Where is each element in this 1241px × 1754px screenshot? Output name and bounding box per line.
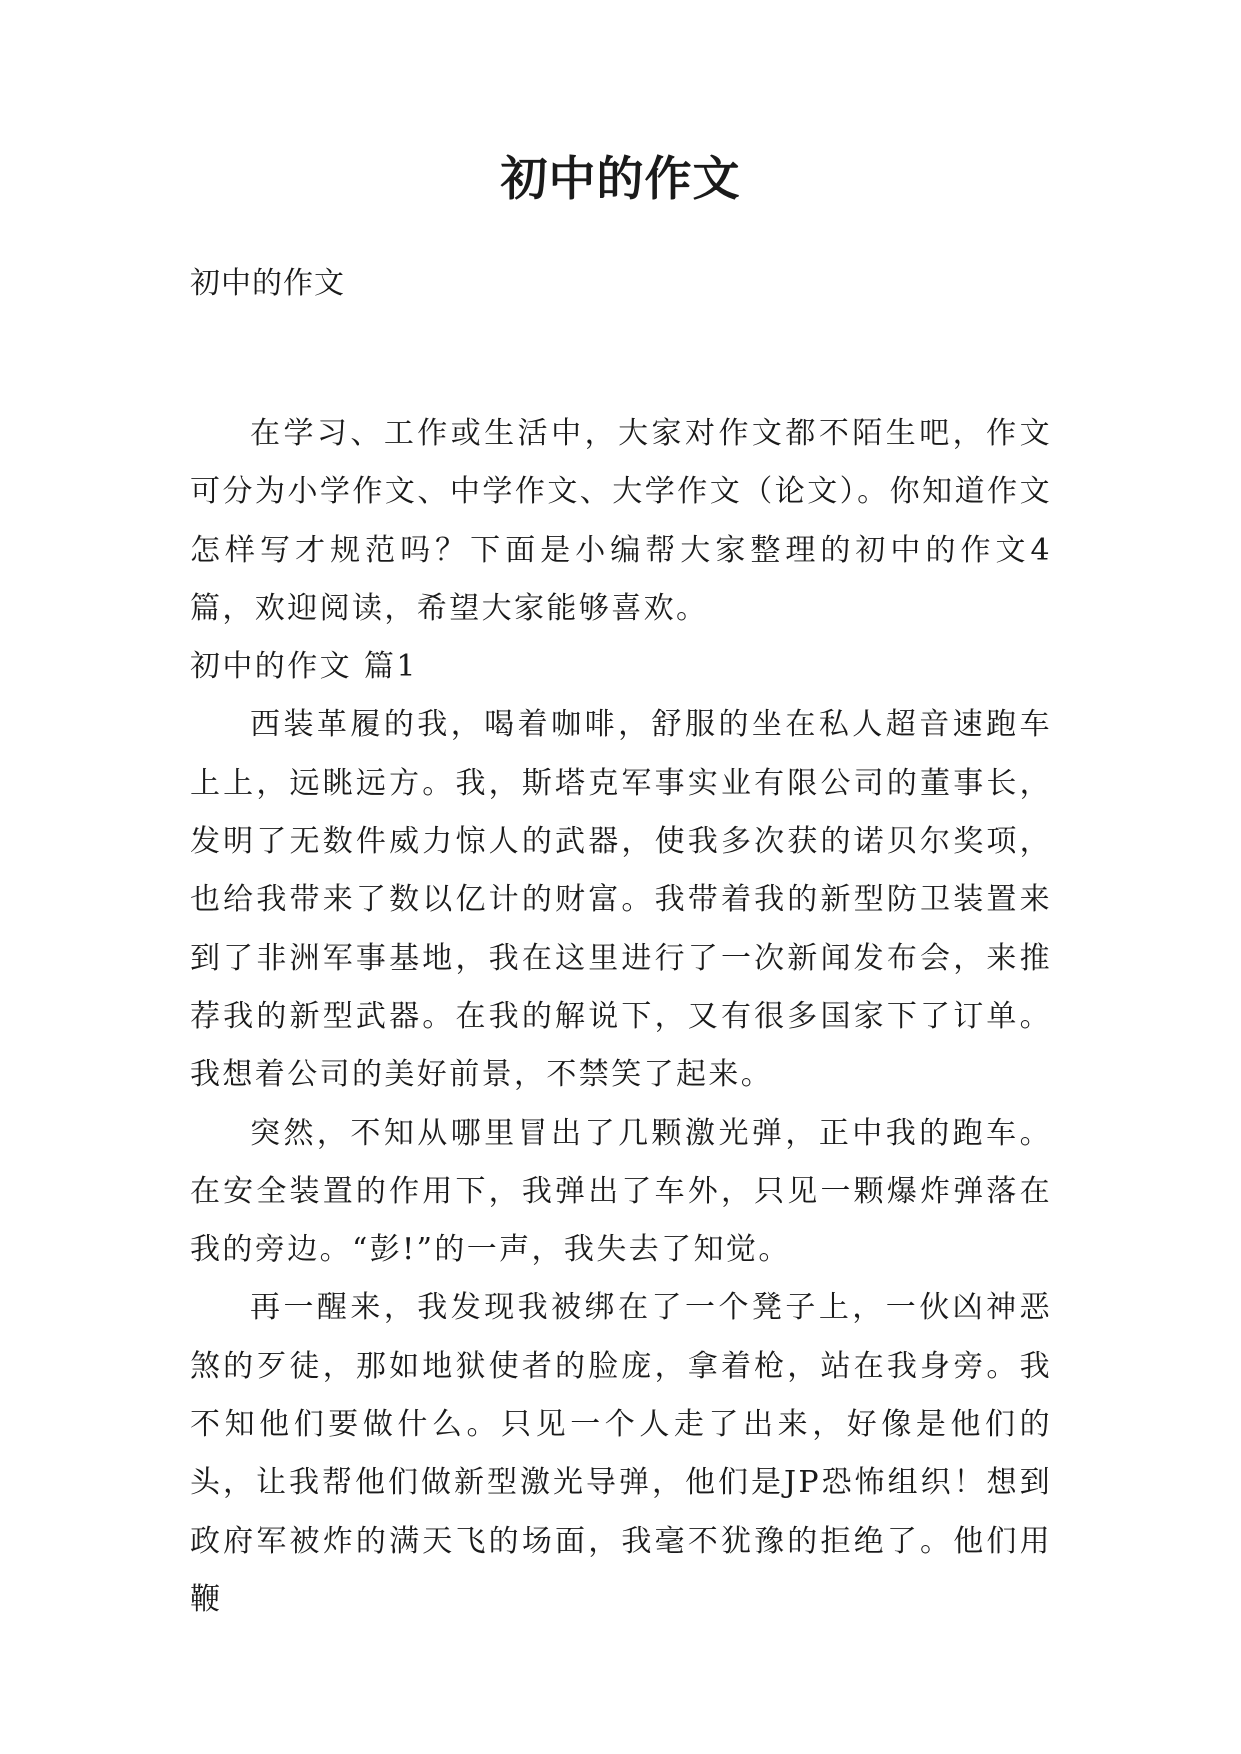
document-title: 初中的作文 (500, 152, 741, 207)
body-paragraph: 再一醒来，我发现我被绑在了一个凳子上，一伙凶神恶煞的歹徒，那如地狱使者的脸庞，拿着枪，站在我身旁。我不知他们要做什么。只见一个人走了出来，好像是他们的头，让我帮他们做新型激光导弹，他们是JP恐怖组织！想到政府军被炸的满天飞的场面，我毫不犹豫的拒绝了。他们用鞭 (190, 1290, 1052, 1617)
section-heading: 初中的作文 篇1 (190, 649, 418, 685)
body-paragraph: 突然，不知从哪里冒出了几颗激光弹，正中我的跑车。在安全装置的作用下，我弹出了车外，只见一颗爆炸弹落在我的旁边。“彭!”的一声，我失去了知觉。 (190, 1115, 1052, 1268)
document-body (190, 405, 1052, 1629)
intro-paragraph: 在学习、工作或生活中，大家对作文都不陌生吧，作文可分为小学作文、中学作文、大学作文（论文）。你知道作文怎样写才规范吗？下面是小编帮大家整理的初中的作文4篇，欢迎阅读，希望大家能够喜欢。 (190, 416, 1052, 626)
body-paragraph: 西装革履的我，喝着咖啡，舒服的坐在私人超音速跑车上上，远眺远方。我，斯塔克军事实业有限公司的董事长，发明了无数件威力惊人的武器，使我多次获的诺贝尔奖项，也给我带来了数以亿计的财富。我带着我的新型防卫装置来到了非洲军事基地，我在这里进行了一次新闻发布会，来推荐我的新型武器。在我的解说下，又有很多国家下了订单。我想着公司的美好前景，不禁笑了起来。 (190, 707, 1052, 1093)
document-subtitle: 初中的作文 (190, 266, 345, 301)
